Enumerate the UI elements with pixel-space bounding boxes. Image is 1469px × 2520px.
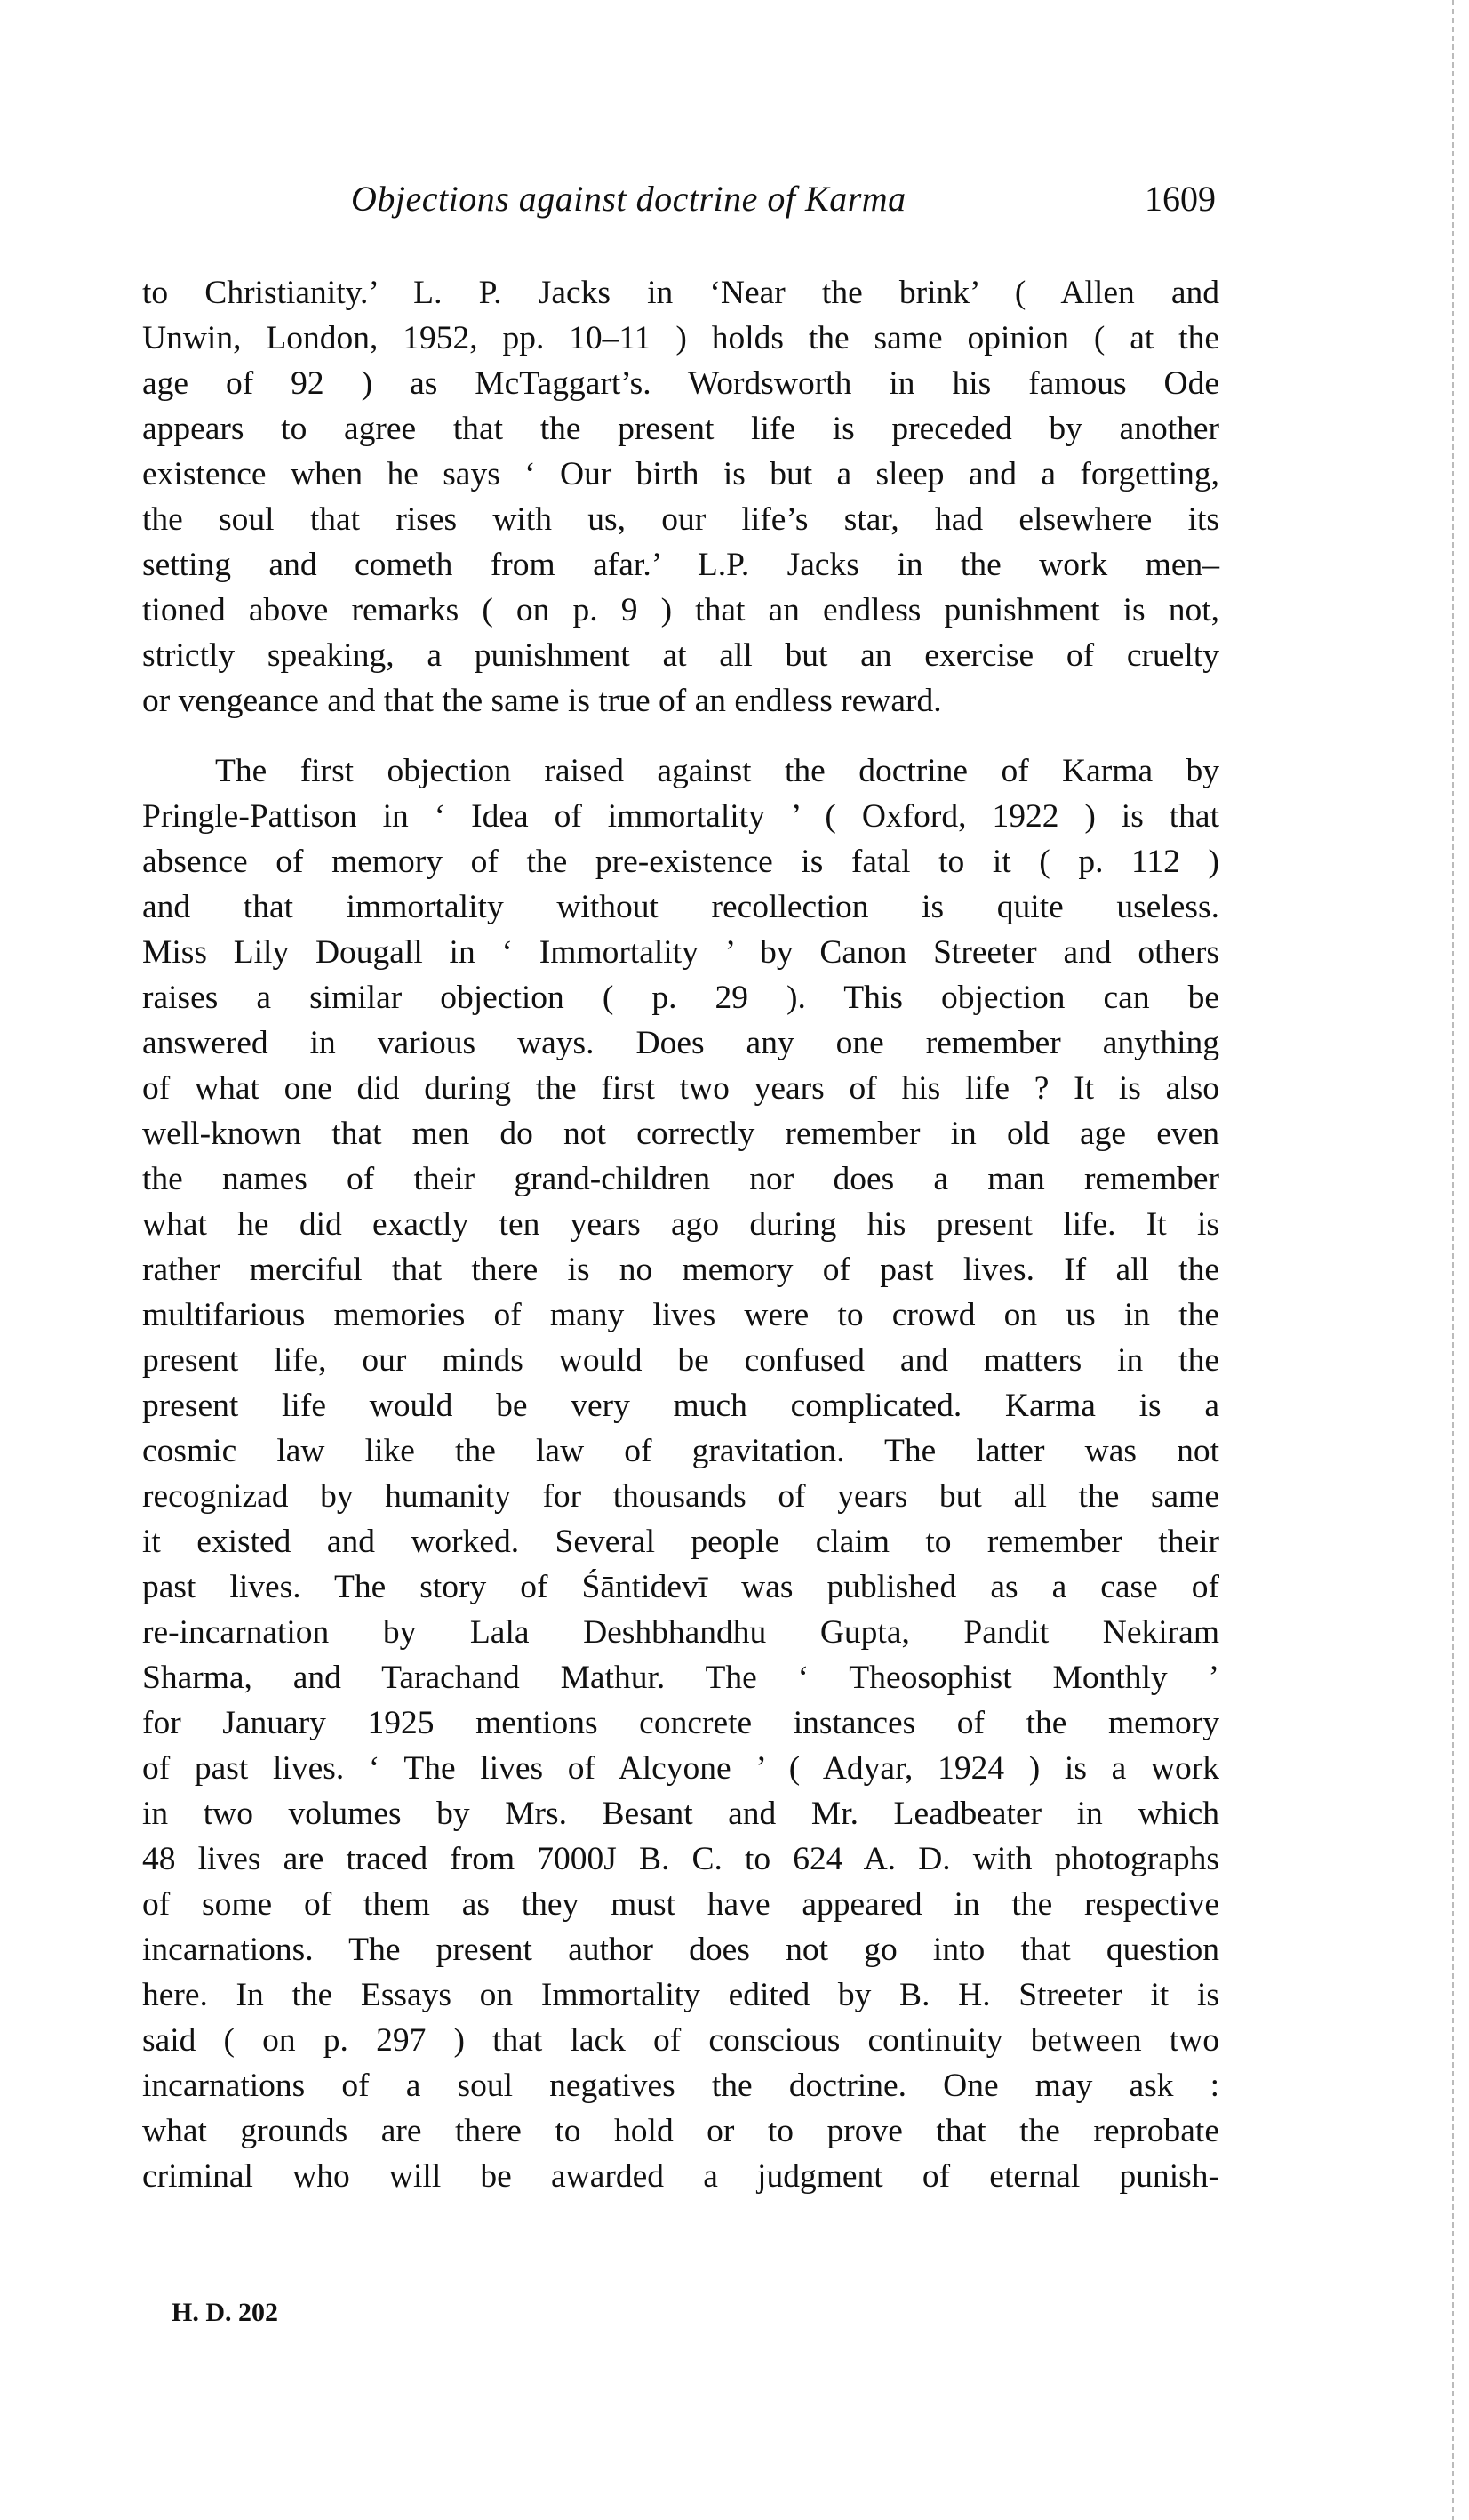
text-line: appears to agree that the present life is preceded by another <box>142 411 1219 447</box>
text-line: or vengeance and that the same is true of an endless reward. <box>142 683 942 719</box>
text-line: raises a similar objection ( p. 29 ). This objection can be <box>142 980 1219 1016</box>
paragraph <box>142 270 1219 724</box>
running-title: Objections against doctrine of Karma <box>351 179 906 219</box>
text-line: The first objection raised against the doctrine of Karma by <box>215 753 1219 789</box>
text-line: and that immortality without recollection is quite useless. <box>142 889 1219 925</box>
text-line: rather merciful that there is no memory of past lives. If all the <box>142 1252 1219 1288</box>
text-line: present life, our minds would be confused and matters in the <box>142 1342 1219 1379</box>
text-line: to Christianity.’ L. P. Jacks in ‘Near the brink’ ( Allen and <box>142 275 1219 311</box>
text-line: what grounds are there to hold or to prove that the reprobate <box>142 2113 1219 2149</box>
text-line: Miss Lily Dougall in ‘ Immortality ’ by Canon Streeter and others <box>142 934 1219 971</box>
text-line: said ( on p. 297 ) that lack of conscious continuity between two <box>142 2022 1219 2059</box>
text-line: what he did exactly ten years ago during his present life. It is <box>142 1206 1219 1243</box>
text-line: Sharma, and Tarachand Mathur. The ‘ Theosophist Monthly ’ <box>142 1660 1219 1696</box>
text-line: absence of memory of the pre-existence is fatal to it ( p. 112 ) <box>142 844 1219 880</box>
text-line: past lives. The story of Śāntidevī was published as a case of <box>142 1569 1219 1605</box>
text-line: it existed and worked. Several people claim to remember their <box>142 1524 1219 1560</box>
text-line: of some of them as they must have appeared in the respective <box>142 1886 1219 1923</box>
text-line: age of 92 ) as McTaggart’s. Wordsworth in his famous Ode <box>142 365 1219 402</box>
text-line: incarnations. The present author does not go into that question <box>142 1932 1219 1968</box>
text-line: the names of their grand-children nor does a man remember <box>142 1161 1219 1197</box>
text-line: recognizad by humanity for thousands of years but all the same <box>142 1478 1219 1515</box>
text-line: setting and cometh from afar.’ L.P. Jacks in the work men– <box>142 547 1219 583</box>
text-line: incarnations of a soul negatives the doctrine. One may ask : <box>142 2068 1219 2104</box>
text-line: answered in various ways. Does any one remember anything <box>142 1025 1219 1061</box>
text-line: well-known that men do not correctly remember in old age even <box>142 1116 1219 1152</box>
text-line: of past lives. ‘ The lives of Alcyone ’ ( Adyar, 1924 ) is a work <box>142 1750 1219 1787</box>
text-line: Pringle-Pattison in ‘ Idea of immortality ’ ( Oxford, 1922 ) is that <box>142 798 1219 835</box>
text-line: strictly speaking, a punishment at all but an exercise of cruelty <box>142 637 1219 674</box>
text-line: here. In the Essays on Immortality edited by B. H. Streeter it is <box>142 1977 1219 2013</box>
text-line: present life would be very much complicated. Karma is a <box>142 1388 1219 1424</box>
text-line: tioned above remarks ( on p. 9 ) that an endless punishment is not, <box>142 592 1219 628</box>
text-line: re-incarnation by Lala Deshbhandhu Gupta, Pandit Nekiram <box>142 1614 1219 1651</box>
page-number: 1609 <box>1145 179 1216 219</box>
body-text <box>142 270 1219 2224</box>
text-line: multifarious memories of many lives were to crowd on us in the <box>142 1297 1219 1333</box>
text-line: for January 1925 mentions concrete instances of the memory <box>142 1705 1219 1741</box>
text-line: 48 lives are traced from 7000J B. C. to 624 A. D. with photographs <box>142 1841 1219 1877</box>
text-line: the soul that rises with us, our life’s star, had elsewhere its <box>142 501 1219 538</box>
paragraph <box>142 748 1219 2199</box>
text-line: cosmic law like the law of gravitation. The latter was not <box>142 1433 1219 1469</box>
text-line: criminal who will be awarded a judgment of eternal punish- <box>142 2158 1219 2195</box>
printer-signature: H. D. 202 <box>172 2298 278 2327</box>
text-line: of what one did during the first two years of his life ? It is also <box>142 1070 1219 1107</box>
page-edge <box>1452 0 1454 2520</box>
text-line: Unwin, London, 1952, pp. 10–11 ) holds the same opinion ( at the <box>142 320 1219 356</box>
text-line: in two volumes by Mrs. Besant and Mr. Leadbeater in which <box>142 1796 1219 1832</box>
text-line: existence when he says ‘ Our birth is but a sleep and a forgetting, <box>142 456 1219 492</box>
page-header <box>0 178 1469 231</box>
